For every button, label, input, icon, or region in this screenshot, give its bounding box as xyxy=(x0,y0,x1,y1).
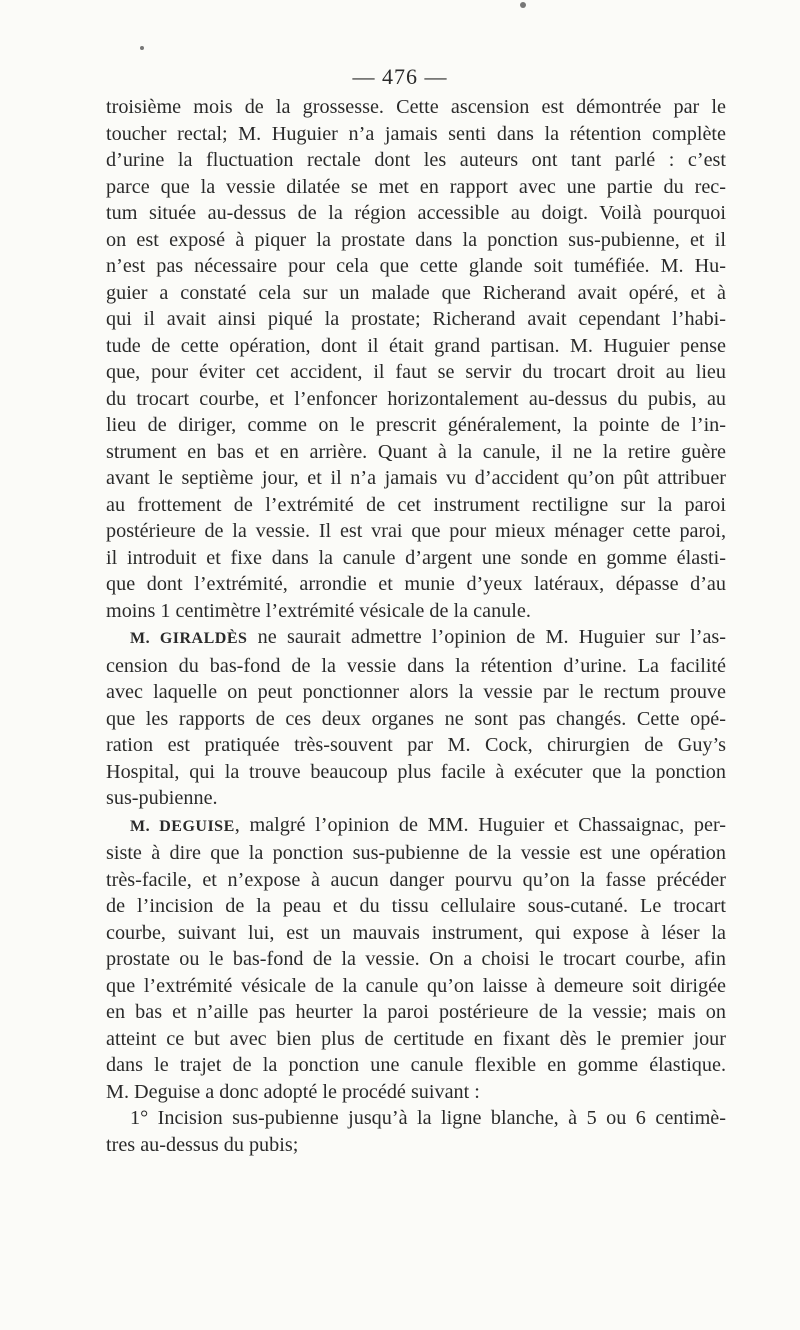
speaker-name: M. DEGUISE xyxy=(130,817,235,835)
text-line: M. Deguise a donc adopté le procédé suivant : xyxy=(106,1080,480,1103)
text-line: siste à dire que la ponction sus-pubienne de la vessie est une opération xyxy=(106,842,726,864)
text-line: 1° Incision sus-pubienne jusqu’à la ligne blanche, à 5 ou 6 centimè- xyxy=(130,1107,726,1129)
text-line: il introduit et fixe dans la canule d’argent une sonde en gomme élasti- xyxy=(106,546,726,569)
speaker-line-text: ne saurait admettre l’opinion de M. Huguier sur l’as- xyxy=(257,626,727,648)
text-line: atteint ce but avec bien plus de certitude en fixant dès le premier jour xyxy=(106,1027,726,1050)
text-line: très-facile, et n’expose à aucun danger pourvu qu’on la fasse précéder xyxy=(106,868,726,891)
text-line: que dont l’extrémité, arrondie et munie d’yeux latéraux, dépasse d’au xyxy=(106,573,726,595)
ink-speck xyxy=(520,2,526,8)
text-line: strument en bas et en arrière. Quant à la canule, il ne la retire guère xyxy=(106,440,726,463)
text-line xyxy=(106,624,726,653)
text-line: Hospital, qui la trouve beaucoup plus facile à exécuter que la ponction xyxy=(106,760,726,783)
text-line: lieu de diriger, comme on le prescrit généralement, la pointe de l’in- xyxy=(106,414,726,436)
text-line: parce que la vessie dilatée se met en rapport avec une partie du rec- xyxy=(106,175,726,198)
text-line: troisième mois de la grossesse. Cette ascension est démontrée par le xyxy=(106,96,726,118)
text-line: du trocart courbe, et l’enfoncer horizontalement au-dessus du pubis, au xyxy=(106,387,726,410)
text-line: n’est pas nécessaire pour cela que cette glande soit tuméfiée. M. Hu- xyxy=(106,255,726,277)
text-line: cension du bas-fond de la vessie dans la rétention d’urine. La facilité xyxy=(106,654,726,677)
text-line: postérieure de la vessie. Il est vrai que pour mieux ménager cette paroi, xyxy=(106,520,726,542)
paragraph-huguier xyxy=(106,94,726,624)
text-line: tum située au-dessus de la région accessible au doigt. Voilà pourquoi xyxy=(106,202,726,224)
text-line: moins 1 centimètre l’extrémité vésicale de la canule. xyxy=(106,599,531,622)
text-line: sus-pubienne. xyxy=(106,787,218,809)
page-body xyxy=(106,94,726,1158)
text-line: que les rapports de ces deux organes ne sont pas changés. Cette opé- xyxy=(106,707,726,730)
text-line: prostate ou le bas-fond de la vessie. On a choisi le trocart courbe, afin xyxy=(106,948,726,970)
speaker-name: M. GIRALDÈS xyxy=(130,630,248,647)
text-line: avant le septième jour, et il n’a jamais vu d’accident qu’on pût attribuer xyxy=(106,467,726,489)
text-line: toucher rectal; M. Huguier n’a jamais senti dans la rétention complète xyxy=(106,122,726,145)
text-line: tres au-dessus du pubis; xyxy=(106,1133,299,1156)
text-line: ration est pratiquée très-souvent par M. Cock, chirurgien de Guy’s xyxy=(106,734,726,756)
text-line: de l’incision de la peau et du tissu cellulaire sous-cutané. Le trocart xyxy=(106,895,726,917)
text-line: qui il avait ainsi piqué la prostate; Richerand avait cependant l’habi- xyxy=(106,308,726,330)
ink-speck xyxy=(140,46,144,50)
text-line: courbe, suivant lui, est un mauvais instrument, qui expose à léser la xyxy=(106,921,726,944)
text-line: avec laquelle on peut ponctionner alors la vessie par le rectum prouve xyxy=(106,681,726,703)
paragraph-deguise xyxy=(106,812,726,1106)
text-line: on est exposé à piquer la prostate dans la ponction sus-pubienne, et il xyxy=(106,228,726,251)
text-line xyxy=(106,812,726,841)
text-line: au frottement de l’extrémité de cet instrument rectiligne sur la paroi xyxy=(106,493,726,516)
paragraph-giraldes xyxy=(106,624,726,812)
text-line: d’urine la fluctuation rectale dont les auteurs ont tant parlé : c’est xyxy=(106,149,726,171)
speaker-line-text: , malgré l’opinion de MM. Huguier et Chassaignac, per- xyxy=(234,813,726,836)
text-line: que l’extrémité vésicale de la canule qu’on laisse à demeure soit dirigée xyxy=(106,974,726,997)
paragraph-step-1 xyxy=(106,1105,726,1158)
text-line: en bas et n’aille pas heurter la paroi postérieure de la vessie; mais on xyxy=(106,1001,726,1023)
text-line: dans le trajet de la ponction une canule flexible en gomme élastique. xyxy=(106,1054,726,1076)
text-line: tude de cette opération, dont il était grand partisan. M. Huguier pense xyxy=(106,334,726,357)
page-number: — 476 — xyxy=(352,64,448,89)
text-line: guier a constaté cela sur un malade que Richerand avait opéré, et à xyxy=(106,281,726,304)
text-line: que, pour éviter cet accident, il faut se servir du trocart droit au lieu xyxy=(106,361,726,383)
